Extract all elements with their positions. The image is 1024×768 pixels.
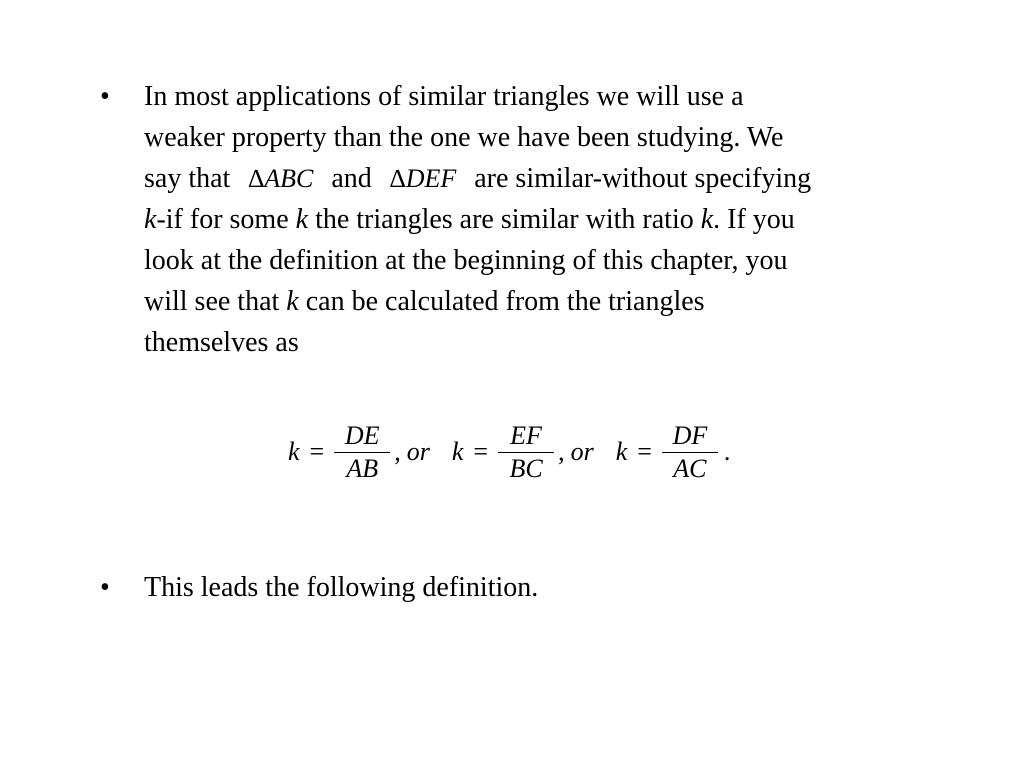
text-segment: can be calculated from the triangles [298, 286, 705, 317]
or-word: or [406, 437, 430, 466]
text-line: In most applications of similar triangles we will use a [144, 81, 744, 112]
denominator: AC [673, 453, 707, 483]
fraction-df-ac [662, 420, 718, 485]
variable-k: k [700, 204, 714, 235]
bullet-marker: • [100, 81, 110, 112]
text-line: This leads the following definition. [144, 572, 539, 603]
text-segment: are similar-without specifying [474, 163, 812, 194]
text-segment: -if for some [156, 204, 296, 235]
bullet-text-2 [144, 567, 944, 608]
formula-var-k: k [288, 437, 300, 466]
variable-k: k [295, 204, 309, 235]
bullet-text-1 [144, 76, 944, 363]
denominator: BC [509, 453, 543, 483]
triangle-name: DEF [405, 164, 457, 193]
formula-var-k: k [615, 437, 628, 466]
text-line: weaker property than the one we have been studying. We [144, 122, 784, 153]
numerator: EF [510, 420, 542, 450]
denominator: AB [346, 453, 379, 483]
numerator: DE [344, 420, 380, 450]
text-line: themselves as [144, 327, 299, 358]
triangle-name: ABC [264, 164, 314, 193]
variable-k: k [144, 204, 157, 235]
text-segment: will see that [144, 286, 287, 317]
comma: , [558, 437, 565, 466]
formula-var-k: k [451, 437, 464, 466]
text-line [144, 199, 944, 240]
bullet-marker: • [100, 572, 110, 603]
fraction-ef-bc [498, 420, 554, 485]
equals-sign: = [637, 437, 652, 466]
triangle-abc [248, 164, 313, 193]
separator [394, 437, 430, 467]
equals-sign: = [473, 437, 489, 466]
delta-symbol: ∆ [248, 164, 265, 193]
text-segment: and [331, 163, 372, 194]
fraction-de-ab [334, 420, 390, 485]
separator [558, 437, 594, 467]
text-line [144, 281, 944, 322]
comma: , [394, 437, 401, 466]
numerator: DF [672, 420, 708, 450]
text-segment: . If you [713, 204, 795, 235]
text-line [144, 158, 944, 199]
ratio-formula [288, 412, 730, 492]
variable-k: k [286, 286, 299, 317]
equals-sign: = [309, 437, 325, 466]
or-word: or [570, 437, 594, 466]
text-segment: say that [144, 163, 231, 194]
delta-symbol: ∆ [389, 164, 406, 193]
text-line: look at the definition at the beginning of this chapter, you [144, 245, 788, 276]
triangle-def [390, 164, 456, 193]
text-segment: the triangles are similar with ratio [308, 204, 701, 235]
period: . [723, 437, 731, 466]
